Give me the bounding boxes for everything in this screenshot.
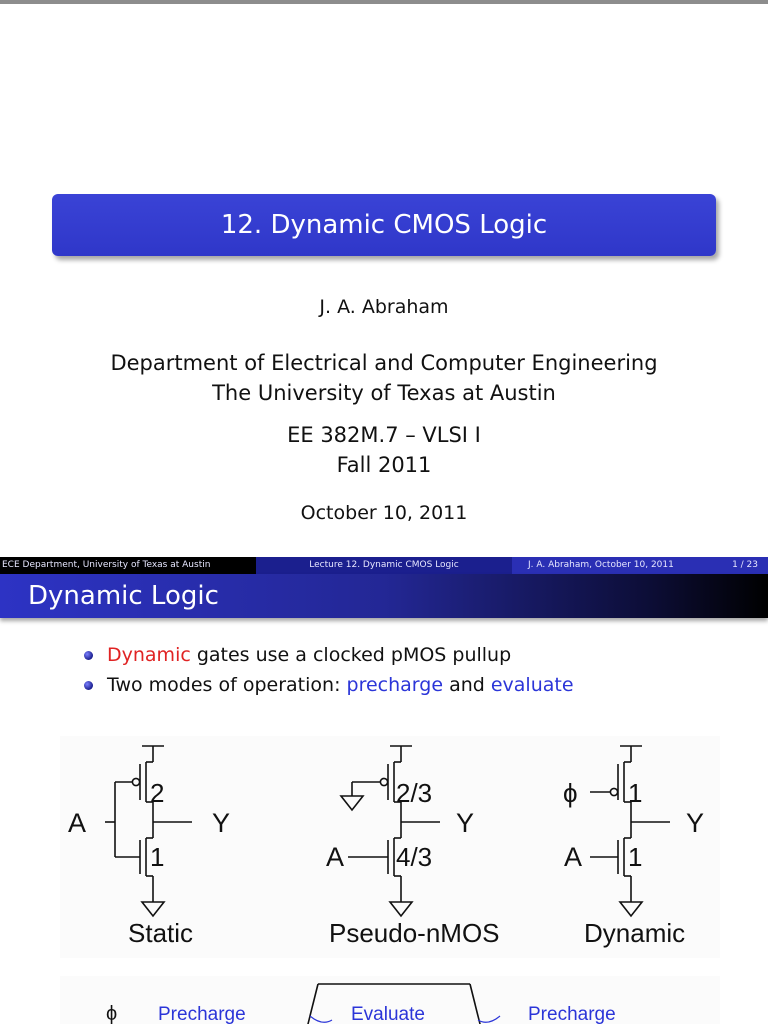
- precharge-arrow: [310, 1016, 332, 1022]
- pseudo-nmos-inverter: [341, 746, 440, 916]
- bullet-list: [80, 640, 740, 700]
- bullet-text: gates use a clocked pMOS pullup: [190, 644, 512, 666]
- clock-rising-edge: [305, 984, 318, 1024]
- pseudo-pmos-size: 2/3: [396, 778, 433, 808]
- bullet-icon: [84, 681, 93, 690]
- pseudo-nmos-size: 4/3: [396, 842, 433, 872]
- course-info: [0, 420, 768, 480]
- timing-clock-label: ϕ: [106, 1003, 118, 1024]
- static-input-label: A: [68, 808, 87, 838]
- clock-falling-edge: [470, 984, 483, 1024]
- static-caption: Static: [128, 918, 194, 948]
- circuit-figure: [60, 736, 720, 958]
- dynamic-nmos-size: 1: [628, 842, 643, 872]
- course-name: EE 382M.7 – VLSI I: [287, 423, 481, 447]
- highlight-dynamic: Dynamic: [107, 644, 191, 666]
- phase-precharge-1: Precharge: [158, 1004, 246, 1024]
- dynamic-output-label: Y: [686, 808, 705, 838]
- footer-center: [256, 557, 512, 574]
- affiliation: [0, 348, 768, 408]
- phase-evaluate: Evaluate: [351, 1004, 425, 1024]
- term-evaluate: evaluate: [490, 674, 574, 696]
- circuit-diagrams: [60, 736, 720, 958]
- footer-left: [0, 557, 256, 574]
- bullet-text: and: [443, 674, 491, 696]
- lecture-date: October 10, 2011: [300, 502, 468, 524]
- dynamic-clock-label: ϕ: [563, 778, 578, 808]
- title-slide: [0, 4, 768, 556]
- footer-author-date: J. A. Abraham, October 10, 2011: [528, 560, 674, 570]
- footer-right: [512, 557, 768, 574]
- pseudo-caption: Pseudo-nMOS: [329, 918, 500, 948]
- pseudo-output-label: Y: [456, 808, 475, 838]
- page-number: 1 / 23: [732, 560, 758, 570]
- footer-lecture: Lecture 12. Dynamic CMOS Logic: [309, 560, 459, 570]
- static-inverter: [105, 746, 192, 916]
- university: The University of Texas at Austin: [212, 381, 556, 405]
- bullet-icon: [84, 651, 93, 660]
- static-nmos-size: 1: [150, 842, 165, 872]
- footer-bar: [0, 557, 768, 574]
- evaluate-arrow: [478, 1016, 500, 1022]
- dynamic-inverter: [590, 746, 670, 916]
- bullet-text: Two modes of operation:: [107, 674, 347, 696]
- static-pmos-size: 2: [150, 778, 165, 808]
- slide-title-box: [52, 194, 716, 256]
- frame-header: [0, 574, 768, 618]
- static-output-label: Y: [212, 808, 231, 838]
- term: Fall 2011: [336, 453, 432, 477]
- frame-title: Dynamic Logic: [28, 581, 219, 611]
- timing-diagram: [60, 976, 720, 1024]
- dynamic-input-label: A: [564, 842, 583, 872]
- dynamic-caption: Dynamic: [584, 918, 686, 948]
- bullet-item: [80, 670, 740, 700]
- department: Department of Electrical and Computer Engineering: [110, 351, 658, 375]
- footer-institution: ECE Department, University of Texas at Austin: [2, 560, 211, 570]
- slide-title: 12. Dynamic CMOS Logic: [220, 210, 548, 240]
- dynamic-pmos-size: 1: [628, 778, 643, 808]
- author: J. A. Abraham: [319, 296, 449, 318]
- bullet-item: [80, 640, 740, 670]
- pseudo-input-label: A: [326, 842, 345, 872]
- term-precharge: precharge: [346, 674, 444, 696]
- clock-waveform: [60, 976, 720, 1024]
- phase-precharge-2: Precharge: [528, 1004, 616, 1024]
